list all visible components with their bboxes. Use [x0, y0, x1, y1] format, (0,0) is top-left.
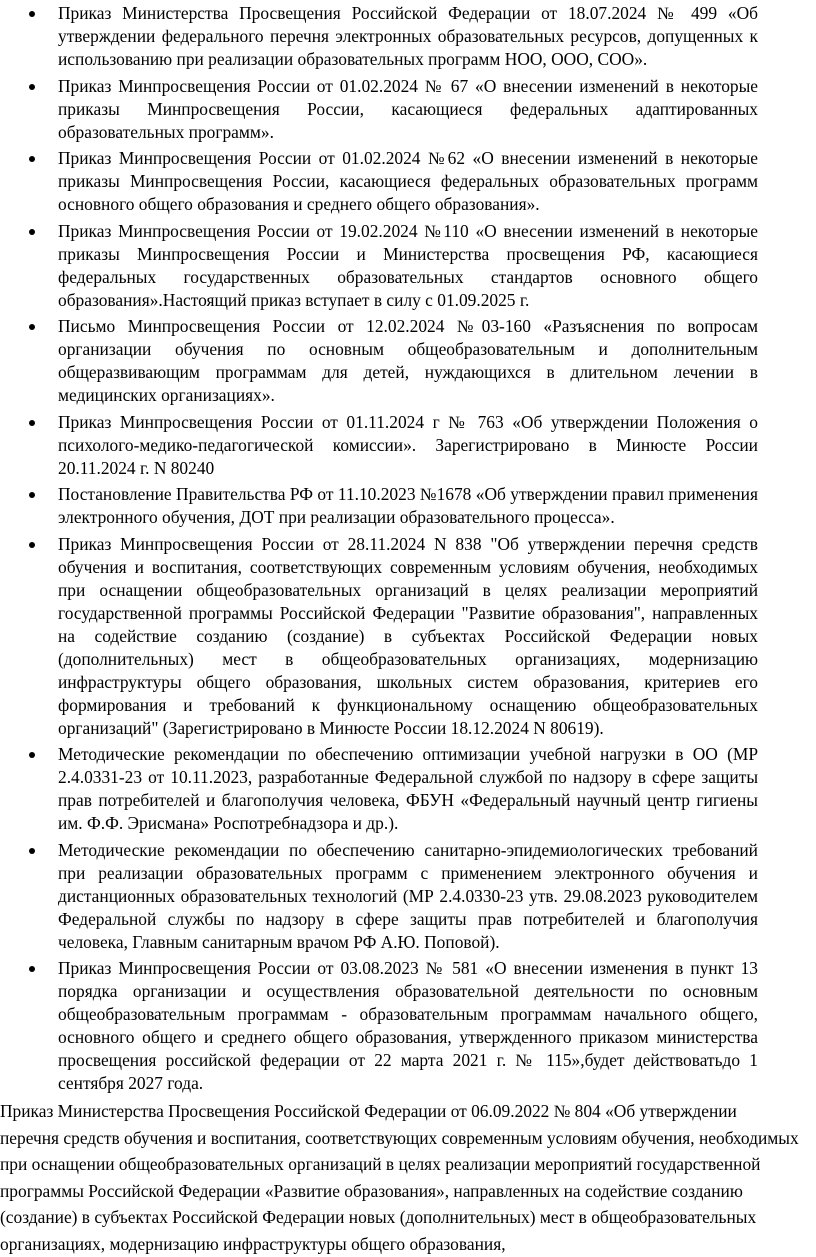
list-item [58, 411, 758, 481]
list-item-text: Методические рекомендации по обеспечению оптимизации учебной нагрузки в ОО (МР 2.4.0331-23 от 10.11.2023, разработанные Федеральной службой по надзору в сфере защиты прав потребителей и благополучия человека, ФБУН «Федеральный научный центр гигиены им. Ф.Ф. Эрисмана» Роспотребнадзора и др.). [58, 744, 758, 833]
document-list [0, 2, 758, 1096]
bullet-icon [29, 492, 35, 498]
list-item-text: Приказ Минпросвещения России от 03.08.2023 № 581 «О внесении изменения в пункт 13 порядка организации и осуществления образовательной деятельности по основным общеобразовательным программам - образовательным программам начального общего, основного общего и среднего общего образования, утвержденного приказом министерства просвещения российской федерации от 22 марта 2021 г. № 115»,будет действоватьдо 1 сентября 2027 года. [58, 958, 758, 1093]
list-item-text: Приказ Минпросвещения России от 01.11.2024 г № 763 «Об утверждении Положения о психолого-медико-педагогической комиссии». Зарегистрировано в Минюсте России 20.11.2024 г. N 80240 [58, 411, 758, 478]
list-item-text: Методические рекомендации по обеспечению санитарно-эпидемиологических требований при реализации образовательных программ с применением электронного обучения и дистанционных образовательных технологий (МР 2.4.0330-23 утв. 29.08.2023 руководителем Федеральной службы по надзору в сфере защиты прав потребителей и благополучия человека, Главным санитарным врачом РФ А.Ю. Поповой). [58, 839, 758, 952]
list-item [58, 315, 758, 408]
bullet-icon [29, 84, 35, 90]
list-item [58, 839, 758, 955]
list-item-text: Приказ Министерства Просвещения Российской Федерации от 18.07.2024 № 499 «Об утверждении федерального перечня электронных образовательных ресурсов, допущенных к использованию при реализации образовательных программ НОО, ООО, СОО». [58, 3, 758, 69]
list-item [58, 743, 758, 836]
list-item-text: Приказ Минпросвещения России от 01.02.2024 №62 «О внесении изменений в некоторые приказы Минпросвещения России, касающиеся федеральных образовательных программ основного общего образования и среднего общего образования». [58, 148, 758, 214]
list-item [58, 483, 758, 530]
bullet-icon [29, 848, 35, 854]
list-item [58, 957, 758, 1096]
bullet-icon [29, 156, 35, 162]
document-page [0, 2, 816, 1254]
list-item [58, 2, 758, 72]
list-item-text: Приказ Минпросвещения России от 28.11.2024 N 838 "Об утверждении перечня средств обучения и воспитания, соответствующих современным условиям обучения, необходимых при оснащении общеобразовательных организаций в целях реализации мероприятий государственной программы Российской Федерации "Развитие образования", направленных на содействие созданию (создание) в субъектах Российской Федерации новых (дополнительных) мест в общеобразовательных организациях, модернизацию инфраструктуры общего образования, школьных систем образования, критериев его формирования и требований к функциональному оснащению общеобразовательных организаций" (Зарегистрировано в Минюсте России 18.12.2024 N 80619). [58, 533, 758, 738]
list-item-text: Приказ Минпросвещения России от 19.02.2024 №110 «О внесении изменений в некоторые приказы Минпросвещения России и Министерства просвещения РФ, касающиеся федеральных государственных образовательных стандартов основного общего образования».Настоящий приказ вступает в силу с 01.09.2025 г. [58, 220, 758, 310]
list-item-text: Приказ Минпросвещения России от 01.02.2024 № 67 «О внесении изменений в некоторые приказы Минпросвещения России, касающиеся федеральных адаптированных образовательных программ». [58, 75, 758, 142]
bullet-icon [29, 752, 35, 758]
list-item [58, 147, 758, 217]
bullet-icon [29, 542, 35, 548]
bullet-icon [29, 966, 35, 972]
list-item [58, 220, 758, 313]
list-item-text: Постановление Правительства РФ от 11.10.2023 №1678 «Об утверждении правил применения электронного обучения, ДОТ при реализации образовательного процесса». [58, 484, 758, 527]
list-item-text: Письмо Минпросвещения России от 12.02.2024 №03-160 «Разъяснения по вопросам организации обучения по основным общеобразовательным и дополнительным общеразвивающим программам для детей, нуждающихся в длительном лечении в медицинских организациях». [58, 316, 758, 405]
bullet-icon [29, 324, 35, 330]
bullet-icon [29, 11, 35, 17]
list-item [58, 533, 758, 741]
bullet-icon [29, 229, 35, 235]
tail-paragraph: Приказ Министерства Просвещения Российской Федерации от 06.09.2022 № 804 «Об утверждении перечня средств обучения и воспитания, соответствующих современным условиям обучения, необходимых при оснащении общеобразовательных организаций в целях реализации мероприятий государственной программы Российской Федерации «Развитие образования», направленных на содействие созданию (создание) в субъектах Российской Федерации новых (дополнительных) мест в общеобразовательных организациях, модернизацию инфраструктуры общего образования, [0, 1101, 799, 1254]
bullet-icon [29, 420, 35, 426]
list-item [58, 75, 758, 145]
